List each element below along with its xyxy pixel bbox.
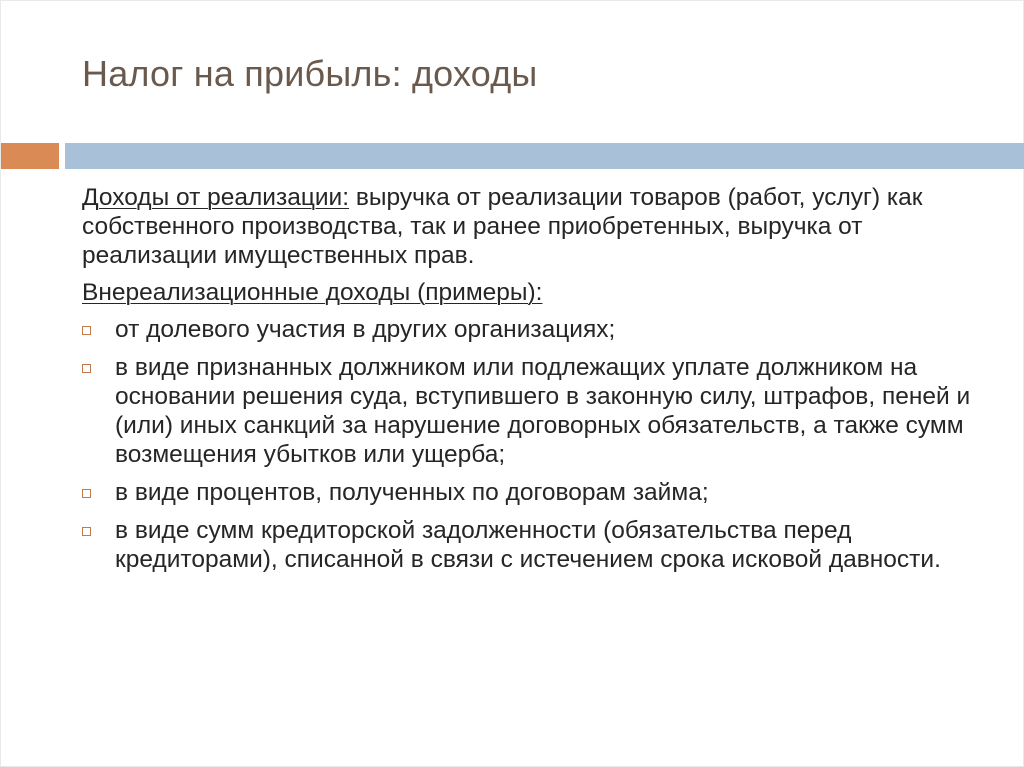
list-item	[82, 353, 982, 469]
accent-bar	[1, 143, 59, 169]
list-item-text: в виде процентов, полученных по договорам займа;	[115, 479, 709, 506]
square-bullet-icon	[82, 364, 91, 373]
slide-title: Налог на прибыль: доходы	[82, 53, 538, 94]
sales-income-label: Доходы от реализации:	[82, 184, 350, 211]
sales-income-text: выручка от реализации товаров (работ, услуг) как собственного производства, так и ранее приобретенных, выручка от реализации имущественных прав.	[82, 184, 923, 269]
nonoperating-income-label: Внереализационные доходы (примеры):	[82, 279, 543, 306]
header-band	[65, 143, 1024, 169]
paragraph-sales-income	[82, 183, 982, 270]
list-item-text: в виде признанных должником или подлежащих уплате должником на основании решения суда, вступившего в законную силу, штрафов, пеней и (или) иных санкций за нарушение договорных обязательств, а также сумм возмещения убытков или ущерба;	[115, 354, 971, 468]
square-bullet-icon	[82, 326, 91, 335]
list-item	[82, 315, 982, 344]
square-bullet-icon	[82, 489, 91, 498]
list-item-text: в виде сумм кредиторской задолженности (обязательства перед кредиторами), списанной в связи с истечением срока исковой давности.	[115, 517, 941, 573]
square-bullet-icon	[82, 527, 91, 536]
paragraph-nonoperating-income	[82, 278, 982, 307]
list-item-text: от долевого участия в других организациях;	[115, 316, 616, 343]
list-item	[82, 478, 982, 507]
income-examples-list	[82, 315, 982, 574]
slide-content	[82, 183, 982, 583]
list-item	[82, 516, 982, 574]
